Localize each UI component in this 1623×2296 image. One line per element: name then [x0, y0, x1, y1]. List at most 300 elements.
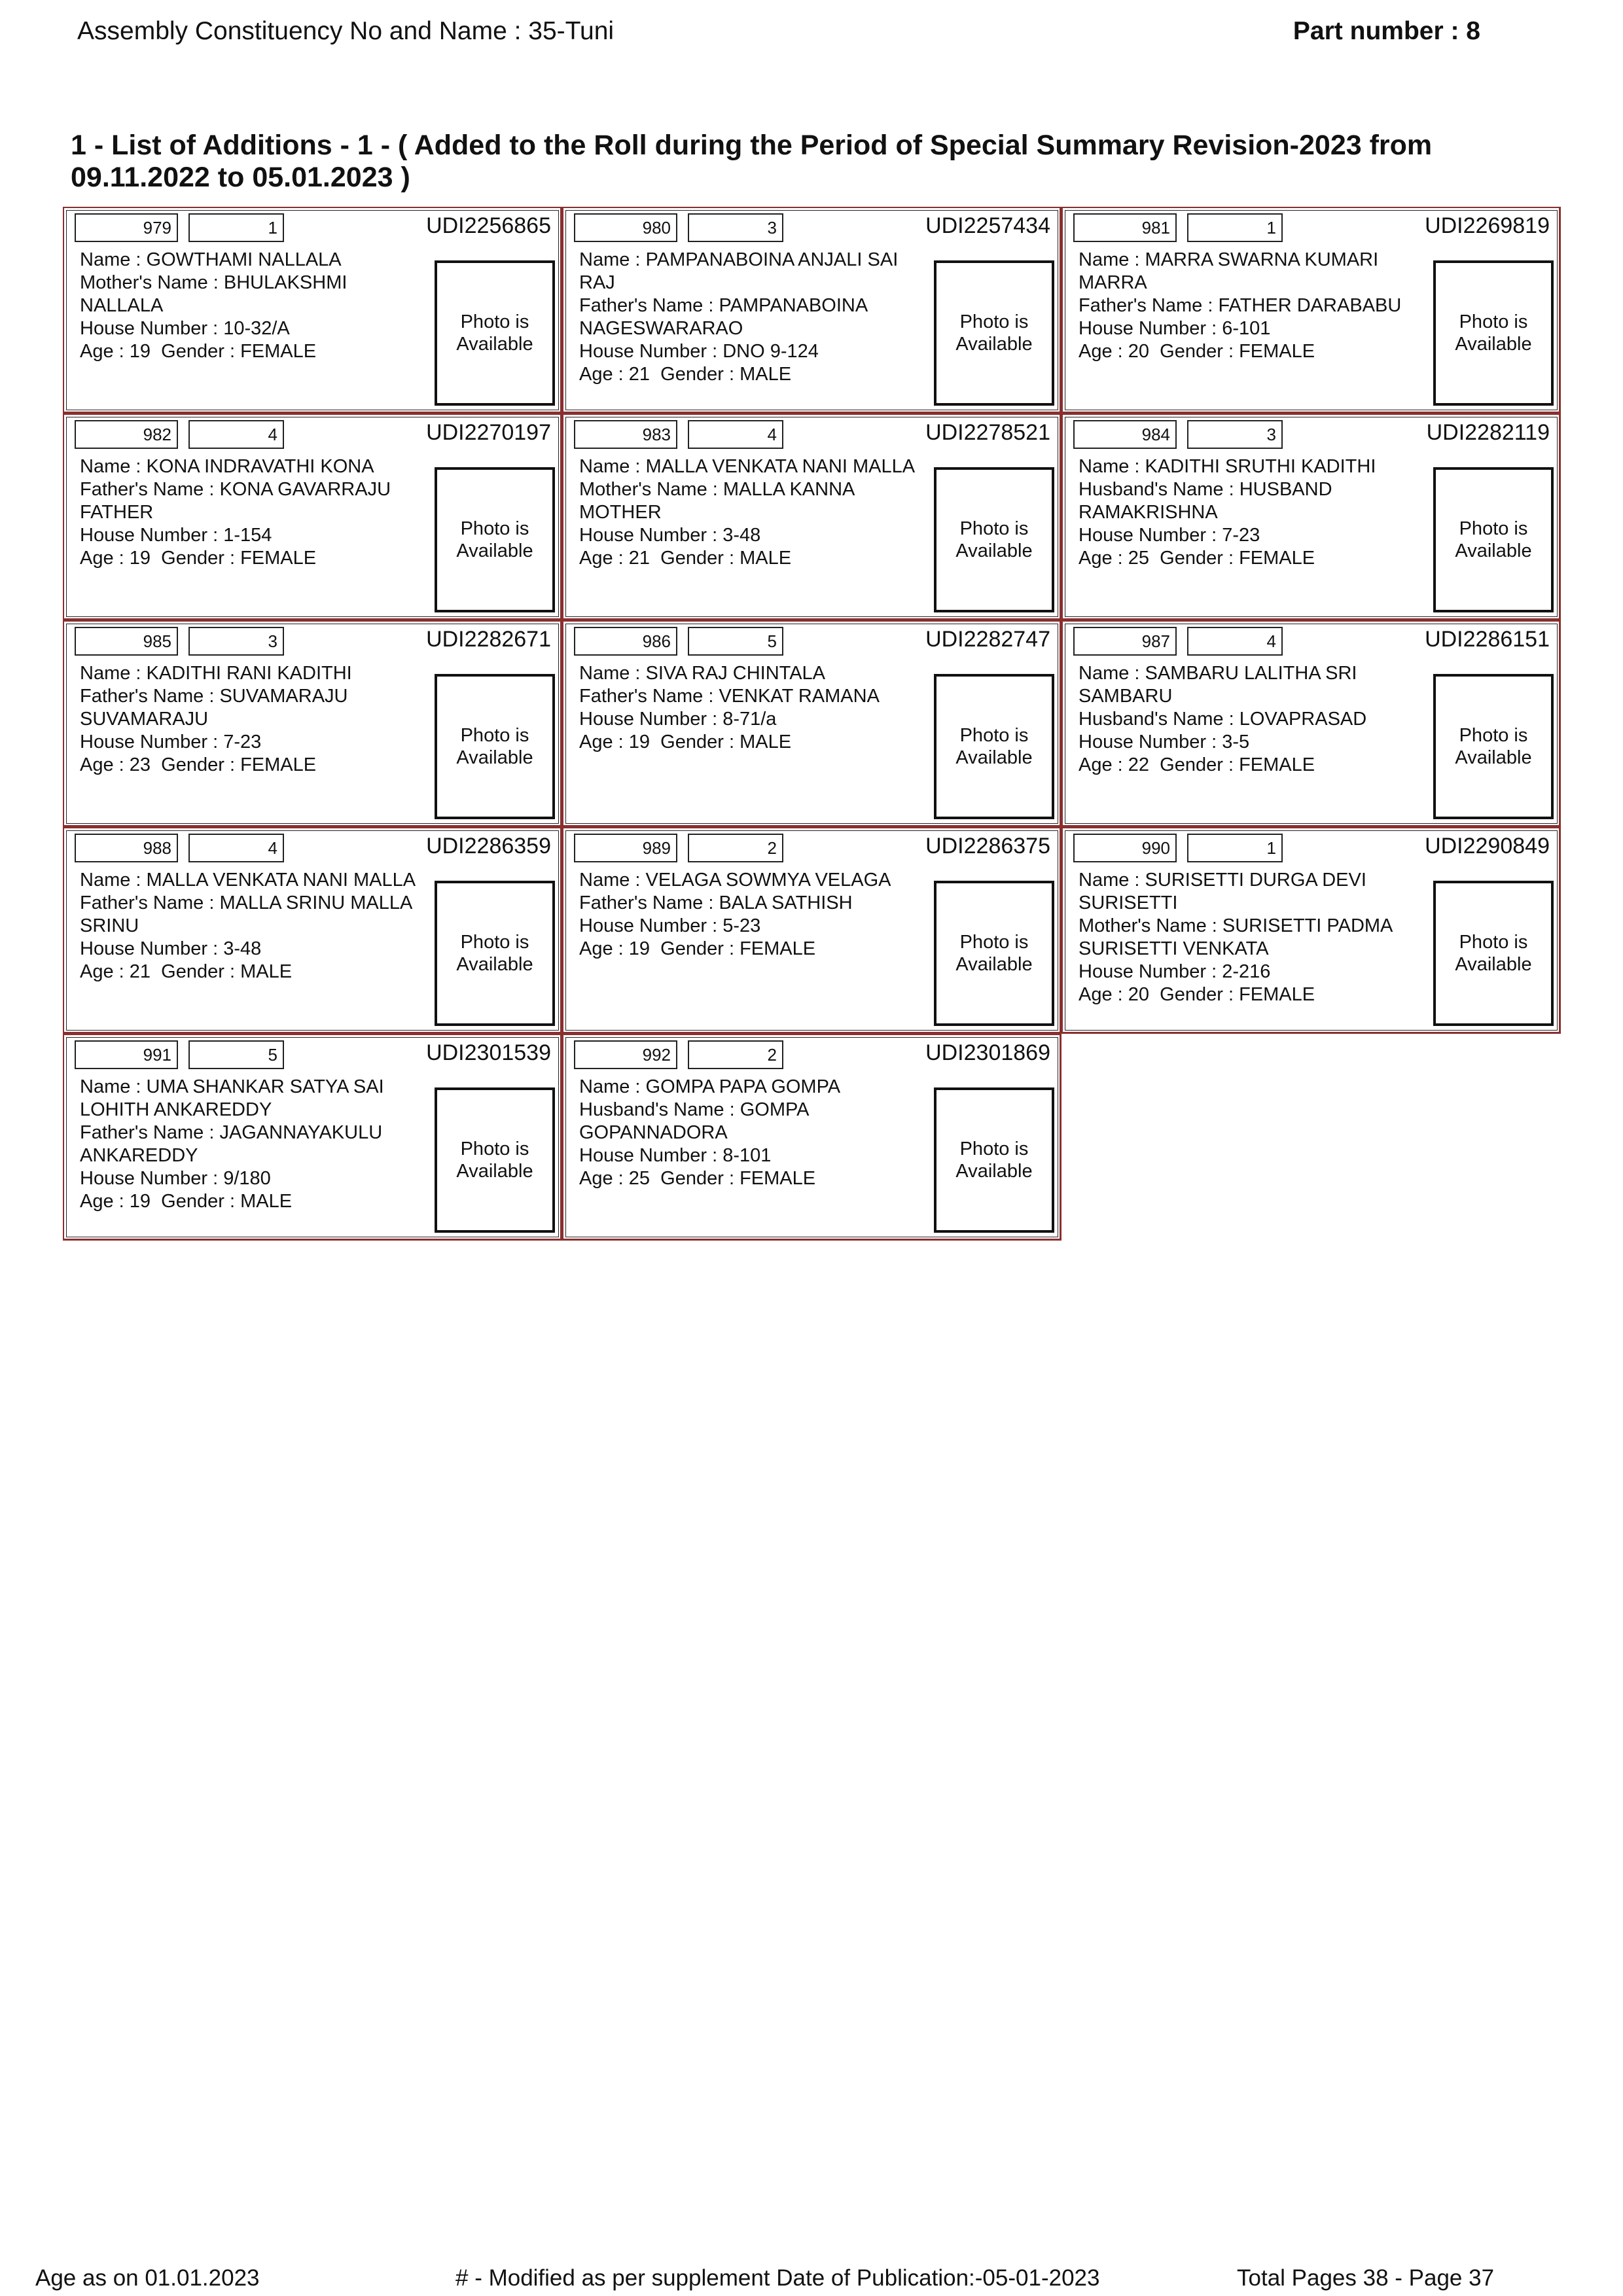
house-label: House Number :	[80, 525, 224, 546]
photo-placeholder	[435, 467, 555, 612]
name-line	[80, 1076, 433, 1122]
gender-label: Gender :	[161, 341, 241, 362]
epic-number: UDI2256865	[426, 213, 551, 238]
section-number: 4	[188, 420, 284, 449]
voter-details	[579, 662, 933, 754]
age-label: Age :	[579, 732, 629, 752]
house-number: DNO 9-124	[722, 341, 819, 362]
photo-text-line1: Photo is	[460, 311, 529, 332]
age-gender-line	[1079, 983, 1432, 1006]
name-label: Name :	[80, 456, 147, 477]
section-number: 1	[188, 213, 284, 242]
age-gender-line	[579, 547, 933, 570]
age-label: Age :	[579, 1168, 629, 1189]
house-line	[579, 524, 933, 547]
photo-text-line2: Available	[955, 747, 1033, 768]
age-label: Age :	[80, 754, 130, 775]
voter-details	[1079, 249, 1432, 363]
relation-line	[579, 1099, 933, 1144]
house-label: House Number :	[1079, 961, 1222, 982]
relation-line	[80, 478, 433, 524]
gender-label: Gender :	[1160, 984, 1240, 1005]
photo-text-line1: Photo is	[959, 311, 1029, 332]
gender-value: FEMALE	[740, 1168, 816, 1189]
voter-card	[562, 827, 1061, 1034]
photo-text-line2: Available	[456, 540, 533, 561]
relation-label: Father's Name :	[80, 1122, 220, 1143]
photo-text-line2: Available	[456, 334, 533, 355]
photo-text-line2: Available	[955, 954, 1033, 975]
relation-line	[80, 1122, 433, 1167]
gender-value: MALE	[240, 1191, 293, 1212]
serial-number: 983	[574, 420, 677, 449]
relation-label: Husband's Name :	[579, 1099, 740, 1120]
house-number: 7-23	[223, 732, 262, 752]
gender-value: MALE	[740, 732, 792, 752]
serial-number: 984	[1073, 420, 1177, 449]
photo-placeholder	[934, 674, 1054, 819]
age-gender-line	[1079, 340, 1432, 363]
voter-card	[562, 414, 1061, 620]
voter-name: KONA INDRAVATHI KONA	[146, 456, 374, 477]
epic-number: UDI2278521	[925, 420, 1050, 445]
age-label: Age :	[579, 938, 629, 959]
name-line	[579, 455, 933, 478]
house-line	[1079, 731, 1432, 754]
age-label: Age :	[80, 1191, 130, 1212]
relative-name: MALLA SRINU MALLA SRINU	[80, 892, 412, 936]
age-value: 20	[1128, 984, 1150, 1005]
voter-details	[80, 455, 433, 570]
house-line	[579, 915, 933, 938]
age-value: 23	[129, 754, 151, 775]
house-line	[80, 524, 433, 547]
relative-name: JAGANNAYAKULU ANKAREDDY	[80, 1122, 383, 1166]
age-gender-line	[80, 547, 433, 570]
epic-number: UDI2301869	[925, 1040, 1050, 1065]
house-line	[80, 317, 433, 340]
relation-line	[579, 478, 933, 524]
photo-placeholder	[435, 674, 555, 819]
voter-name: PAMPANABOINA ANJALI SAI RAJ	[579, 249, 899, 293]
age-label: Age :	[1079, 341, 1128, 362]
voter-name: SURISETTI DURGA DEVI SURISETTI	[1079, 870, 1366, 913]
age-value: 19	[129, 1191, 151, 1212]
gender-label: Gender :	[660, 548, 740, 569]
age-value: 25	[628, 1168, 651, 1189]
name-label: Name :	[80, 1076, 147, 1097]
photo-text-line1: Photo is	[460, 1139, 529, 1159]
age-value: 19	[628, 938, 651, 959]
gender-value: FEMALE	[1239, 341, 1315, 362]
relation-label: Father's Name :	[579, 686, 719, 707]
relation-line	[579, 892, 933, 915]
age-gender-line	[80, 340, 433, 363]
relative-name: BHULAKSHMI NALLALA	[80, 272, 348, 316]
voter-name: SAMBARU LALITHA SRI SAMBARU	[1079, 663, 1357, 707]
voter-name: MALLA VENKATA NANI MALLA	[146, 870, 416, 891]
age-value: 19	[129, 341, 151, 362]
age-gender-line	[80, 961, 433, 983]
name-line	[579, 1076, 933, 1099]
name-label: Name :	[80, 249, 147, 270]
epic-number: UDI2286359	[426, 834, 551, 858]
house-line	[579, 708, 933, 731]
house-label: House Number :	[1079, 318, 1222, 339]
serial-number: 992	[574, 1040, 677, 1069]
voter-grid	[63, 207, 1561, 1241]
relation-line	[1079, 478, 1432, 524]
gender-label: Gender :	[161, 548, 241, 569]
house-number: 3-48	[722, 525, 761, 546]
voter-details	[579, 249, 933, 386]
relation-label: Father's Name :	[80, 479, 220, 500]
gender-value: MALE	[740, 548, 792, 569]
photo-text-line1: Photo is	[1459, 725, 1528, 746]
house-line	[1079, 317, 1432, 340]
photo-text-line1: Photo is	[1459, 311, 1528, 332]
relative-name: LOVAPRASAD	[1239, 709, 1367, 730]
gender-label: Gender :	[1160, 341, 1240, 362]
house-label: House Number :	[1079, 732, 1222, 752]
name-line	[579, 249, 933, 294]
voter-details	[1079, 869, 1432, 1006]
relation-line	[579, 685, 933, 708]
photo-text-line1: Photo is	[1459, 932, 1528, 953]
photo-text-line1: Photo is	[959, 932, 1029, 953]
gender-value: MALE	[240, 961, 293, 982]
voter-name: VELAGA SOWMYA VELAGA	[645, 870, 891, 891]
voter-name: MARRA SWARNA KUMARI MARRA	[1079, 249, 1379, 293]
name-label: Name :	[1079, 249, 1145, 270]
relation-label: Father's Name :	[80, 686, 220, 707]
age-value: 21	[628, 548, 651, 569]
house-label: House Number :	[80, 938, 224, 959]
photo-text-line2: Available	[456, 1161, 533, 1182]
serial-number: 985	[75, 627, 178, 656]
relation-label: Father's Name :	[80, 892, 220, 913]
house-label: House Number :	[579, 1145, 723, 1166]
relative-name: VENKAT RAMANA	[719, 686, 880, 707]
part-number: Part number : 8	[1293, 17, 1480, 45]
voter-card	[63, 1034, 562, 1241]
relation-label: Father's Name :	[579, 295, 719, 316]
photo-text-line1: Photo is	[460, 932, 529, 953]
serial-number: 991	[75, 1040, 178, 1069]
house-number: 3-5	[1222, 732, 1250, 752]
serial-number: 990	[1073, 834, 1177, 862]
epic-number: UDI2270197	[426, 420, 551, 445]
voter-card	[1061, 827, 1561, 1034]
serial-number: 987	[1073, 627, 1177, 656]
name-label: Name :	[80, 663, 147, 684]
serial-number: 986	[574, 627, 677, 656]
section-number: 3	[1187, 420, 1283, 449]
serial-number: 988	[75, 834, 178, 862]
name-line	[80, 455, 433, 478]
photo-placeholder	[934, 881, 1054, 1026]
gender-label: Gender :	[660, 732, 740, 752]
house-line	[1079, 524, 1432, 547]
photo-text-line1: Photo is	[460, 725, 529, 746]
relation-label: Mother's Name :	[80, 272, 224, 293]
voter-details	[1079, 455, 1432, 570]
relation-line	[80, 685, 433, 731]
relation-line	[579, 294, 933, 340]
voter-details	[579, 869, 933, 961]
name-line	[80, 249, 433, 272]
constituency-header: Assembly Constituency No and Name : 35-Tuni	[77, 17, 615, 45]
photo-text-line1: Photo is	[959, 725, 1029, 746]
section-number: 3	[688, 213, 783, 242]
voter-card	[562, 207, 1061, 414]
age-value: 19	[628, 732, 651, 752]
relative-name: HUSBAND RAMAKRISHNA	[1079, 479, 1332, 523]
age-label: Age :	[80, 548, 130, 569]
house-number: 5-23	[722, 915, 761, 936]
age-label: Age :	[80, 961, 130, 982]
gender-value: FEMALE	[1239, 984, 1315, 1005]
epic-number: UDI2282119	[1426, 420, 1550, 445]
section-number: 1	[1187, 213, 1283, 242]
section-number: 4	[188, 834, 284, 862]
gender-value: FEMALE	[1239, 754, 1315, 775]
house-label: House Number :	[80, 1168, 224, 1189]
relation-label: Mother's Name :	[1079, 915, 1222, 936]
age-gender-line	[1079, 754, 1432, 777]
relation-label: Father's Name :	[1079, 295, 1219, 316]
relative-name: SUVAMARAJU SUVAMARAJU	[80, 686, 348, 730]
relation-label: Husband's Name :	[1079, 479, 1240, 500]
age-gender-line	[579, 1167, 933, 1190]
gender-label: Gender :	[1160, 548, 1240, 569]
section-number: 5	[188, 1040, 284, 1069]
name-line	[579, 662, 933, 685]
voter-card	[63, 414, 562, 620]
relative-name: MALLA KANNA MOTHER	[579, 479, 854, 523]
age-value: 25	[1128, 548, 1150, 569]
photo-text-line2: Available	[955, 540, 1033, 561]
age-label: Age :	[1079, 984, 1128, 1005]
voter-card	[562, 1034, 1061, 1241]
photo-placeholder	[1433, 674, 1554, 819]
voter-name: UMA SHANKAR SATYA SAI LOHITH ANKAREDDY	[80, 1076, 384, 1120]
voter-card	[562, 620, 1061, 827]
photo-text-line2: Available	[955, 1161, 1033, 1182]
relative-name: FATHER DARABABU	[1218, 295, 1402, 316]
photo-text-line2: Available	[456, 747, 533, 768]
voter-name: KADITHI RANI KADITHI	[146, 663, 352, 684]
voter-name: MALLA VENKATA NANI MALLA	[645, 456, 916, 477]
name-label: Name :	[579, 870, 646, 891]
photo-text-line1: Photo is	[460, 518, 529, 539]
age-value: 19	[129, 548, 151, 569]
gender-label: Gender :	[660, 938, 740, 959]
name-label: Name :	[579, 1076, 646, 1097]
photo-text-line1: Photo is	[1459, 518, 1528, 539]
gender-value: FEMALE	[740, 938, 816, 959]
relative-name: SURISETTI PADMA SURISETTI VENKATA	[1079, 915, 1392, 959]
section-number: 4	[688, 420, 783, 449]
photo-text-line2: Available	[1455, 954, 1532, 975]
voter-name: GOWTHAMI NALLALA	[146, 249, 342, 270]
age-gender-line	[1079, 547, 1432, 570]
section-title: 1 - List of Additions - 1 - ( Added to the Roll during the Period of Special Summary Revision-2023 from 09.11.2022 to 05.01.2023 )	[71, 130, 1433, 193]
section-number: 5	[688, 627, 783, 656]
relation-line	[80, 892, 433, 938]
age-label: Age :	[579, 364, 629, 385]
relation-line	[80, 272, 433, 317]
epic-number: UDI2290849	[1425, 834, 1550, 858]
gender-value: MALE	[740, 364, 792, 385]
serial-number: 981	[1073, 213, 1177, 242]
relative-name: BALA SATHISH	[719, 892, 853, 913]
epic-number: UDI2301539	[426, 1040, 551, 1065]
house-label: House Number :	[579, 525, 723, 546]
house-label: House Number :	[579, 709, 723, 730]
age-gender-line	[80, 754, 433, 777]
age-gender-line	[579, 938, 933, 961]
voter-details	[80, 869, 433, 983]
age-label: Age :	[80, 341, 130, 362]
name-label: Name :	[579, 249, 646, 270]
photo-text-line2: Available	[1455, 747, 1532, 768]
photo-text-line1: Photo is	[959, 1139, 1029, 1159]
gender-label: Gender :	[660, 1168, 740, 1189]
photo-placeholder	[1433, 260, 1554, 406]
voter-details	[579, 455, 933, 570]
age-as-on: Age as on 01.01.2023	[35, 2265, 260, 2291]
epic-number: UDI2286151	[1425, 627, 1550, 652]
voter-card	[63, 827, 562, 1034]
voter-details	[80, 1076, 433, 1213]
page-counter: Total Pages 38 - Page 37	[1237, 2265, 1495, 2291]
age-label: Age :	[1079, 754, 1128, 775]
gender-label: Gender :	[161, 1191, 241, 1212]
age-gender-line	[579, 731, 933, 754]
voter-card	[63, 620, 562, 827]
voter-card	[63, 207, 562, 414]
name-label: Name :	[80, 870, 147, 891]
voter-card	[1061, 207, 1561, 414]
serial-number: 989	[574, 834, 677, 862]
name-line	[1079, 662, 1432, 708]
section-number: 4	[1187, 627, 1283, 656]
photo-text-line2: Available	[1455, 540, 1532, 561]
house-label: House Number :	[579, 341, 723, 362]
age-label: Age :	[579, 548, 629, 569]
voter-name: KADITHI SRUTHI KADITHI	[1145, 456, 1376, 477]
photo-text-line2: Available	[456, 954, 533, 975]
epic-number: UDI2269819	[1425, 213, 1550, 238]
house-label: House Number :	[579, 915, 723, 936]
epic-number: UDI2257434	[925, 213, 1050, 238]
voter-details	[1079, 662, 1432, 777]
section-number: 2	[688, 834, 783, 862]
gender-label: Gender :	[1160, 754, 1240, 775]
age-value: 21	[628, 364, 651, 385]
photo-placeholder	[934, 467, 1054, 612]
age-value: 20	[1128, 341, 1150, 362]
gender-value: FEMALE	[240, 754, 317, 775]
supplement-note: # - Modified as per supplement Date of Publication:-05-01-2023	[455, 2265, 1100, 2291]
relative-name: GOMPA GOPANNADORA	[579, 1099, 808, 1143]
house-line	[80, 731, 433, 754]
name-line	[579, 869, 933, 892]
house-number: 8-101	[722, 1145, 772, 1166]
relative-name: PAMPANABOINA NAGESWARARAO	[579, 295, 867, 339]
serial-number: 982	[75, 420, 178, 449]
photo-placeholder	[435, 260, 555, 406]
gender-label: Gender :	[161, 754, 241, 775]
relation-line	[1079, 294, 1432, 317]
age-gender-line	[579, 363, 933, 386]
gender-label: Gender :	[660, 364, 740, 385]
house-label: House Number :	[1079, 525, 1222, 546]
photo-placeholder	[934, 1087, 1054, 1233]
gender-value: FEMALE	[240, 548, 317, 569]
section-number: 1	[1187, 834, 1283, 862]
name-line	[1079, 249, 1432, 294]
photo-placeholder	[934, 260, 1054, 406]
serial-number: 980	[574, 213, 677, 242]
photo-placeholder	[1433, 467, 1554, 612]
relation-label: Husband's Name :	[1079, 709, 1240, 730]
name-label: Name :	[1079, 663, 1145, 684]
relation-label: Father's Name :	[579, 892, 719, 913]
photo-placeholder	[435, 1087, 555, 1233]
photo-placeholder	[435, 881, 555, 1026]
house-number: 1-154	[223, 525, 272, 546]
name-label: Name :	[579, 663, 646, 684]
name-line	[1079, 869, 1432, 915]
name-line	[80, 662, 433, 685]
house-label: House Number :	[80, 318, 224, 339]
gender-value: FEMALE	[1239, 548, 1315, 569]
photo-text-line2: Available	[1455, 334, 1532, 355]
name-line	[80, 869, 433, 892]
epic-number: UDI2286375	[925, 834, 1050, 858]
house-line	[579, 340, 933, 363]
house-line	[80, 1167, 433, 1190]
house-line	[1079, 961, 1432, 983]
epic-number: UDI2282747	[925, 627, 1050, 652]
voter-name: SIVA RAJ CHINTALA	[645, 663, 826, 684]
house-number: 2-216	[1222, 961, 1271, 982]
name-label: Name :	[579, 456, 646, 477]
house-line	[579, 1144, 933, 1167]
house-line	[80, 938, 433, 961]
photo-text-line2: Available	[955, 334, 1033, 355]
gender-value: FEMALE	[240, 341, 317, 362]
voter-card	[1061, 414, 1561, 620]
house-number: 9/180	[223, 1168, 271, 1189]
house-number: 7-23	[1222, 525, 1260, 546]
voter-details	[80, 249, 433, 363]
name-line	[1079, 455, 1432, 478]
photo-placeholder	[1433, 881, 1554, 1026]
voter-details	[579, 1076, 933, 1190]
age-gender-line	[80, 1190, 433, 1213]
house-number: 10-32/A	[223, 318, 290, 339]
age-label: Age :	[1079, 548, 1128, 569]
relation-label: Mother's Name :	[579, 479, 723, 500]
house-label: House Number :	[80, 732, 224, 752]
name-label: Name :	[1079, 870, 1145, 891]
photo-text-line1: Photo is	[959, 518, 1029, 539]
section-number: 2	[688, 1040, 783, 1069]
voter-card	[1061, 620, 1561, 827]
